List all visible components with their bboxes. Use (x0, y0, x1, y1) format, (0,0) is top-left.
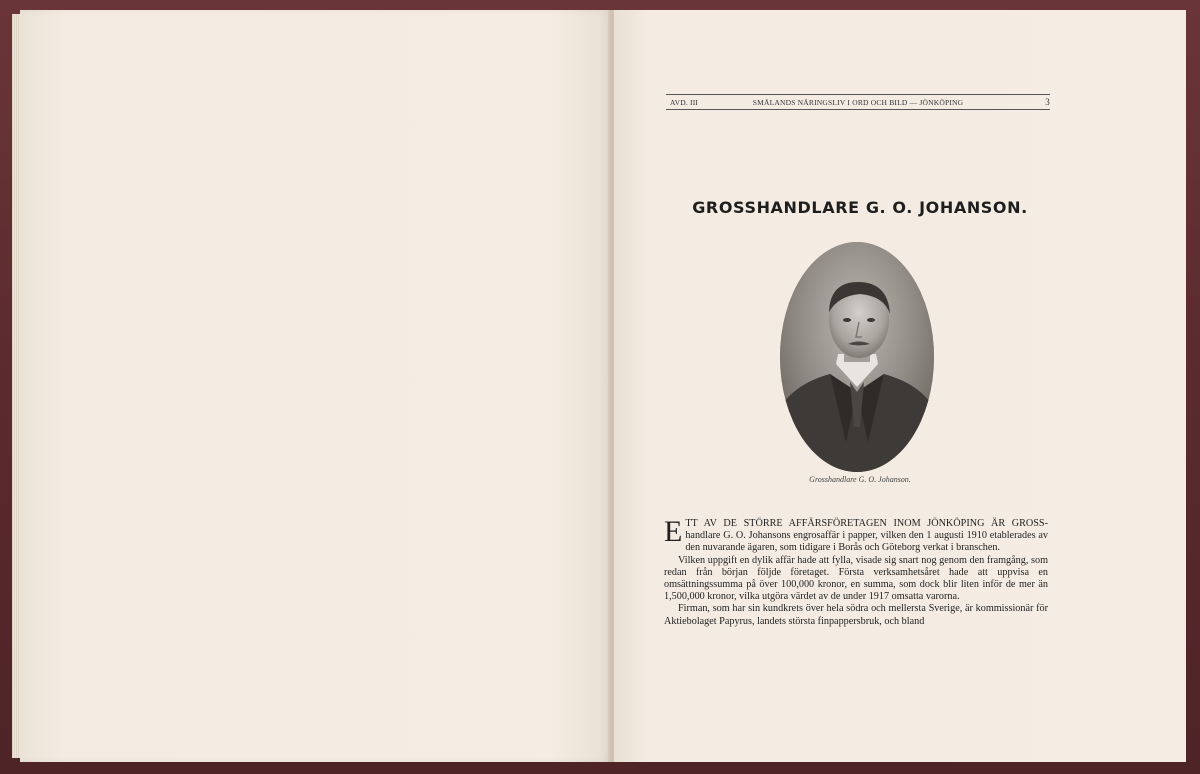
paragraph-1-text: TT AV DE STÖRRE AFFÄRSFÖRETAGEN INOM JÖNKÖPING ÄR GROSS-handlare G. O. Johansons engrosaffär i papper, vilken den 1 augusti 1910 etablerades av den nuvarande ägaren, som tidigare i Borås och Göteborg verkat i branschen. (685, 518, 1048, 554)
running-title: SMÅLANDS NÄRINGSLIV I ORD OCH BILD — JÖNKÖPING (752, 98, 964, 107)
right-page (614, 10, 1186, 762)
page-number: 3 (1045, 97, 1050, 107)
paragraph-3: Firman, som har sin kundkrets över hela södra och mellersta Sverige, är kommissionär för Aktiebolaget Papyrus, landets största finpappersbruk, och bland (664, 603, 1048, 627)
article-body (664, 515, 1048, 628)
paragraph-1 (664, 515, 1048, 555)
portrait-illustration (780, 242, 934, 472)
header-rule-top (666, 94, 1050, 95)
portrait-photo-icon (780, 242, 934, 472)
drop-cap: E (664, 515, 683, 548)
header-rule-bottom (666, 109, 1050, 110)
photo-caption: Grosshandlare G. O. Johanson. (809, 475, 911, 484)
page-edges (12, 14, 20, 758)
bleed-through (210, 340, 560, 380)
article-title: GROSSHANDLARE G. O. JOHANSON. (692, 198, 1028, 217)
left-page (20, 10, 610, 762)
paragraph-2: Vilken uppgift en dylik affär hade att fylla, visade sig snart nog genom den framgång, som redan från början följde företaget. Första verksamhetsåret hade att uppvisa en omsättningssumma på över 100,000 kronor, en summa, som dock blir liten inför de mer än 1,500,000 kronor, vilka utgöra värdet av de under 1917 omsatta varorna. (664, 554, 1048, 603)
section-label: AVD. III (670, 98, 699, 107)
